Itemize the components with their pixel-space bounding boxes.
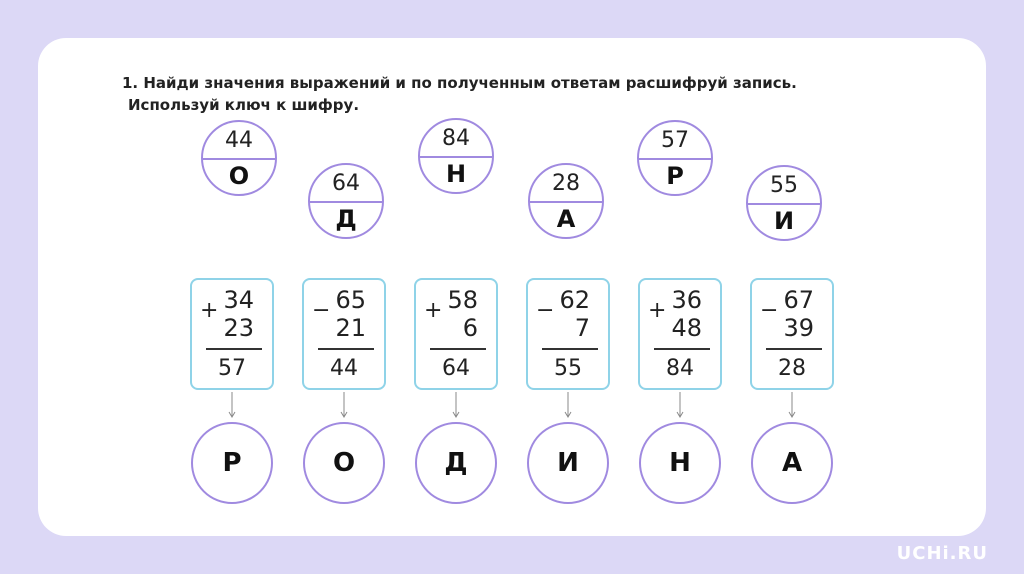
problem-box-2: [302, 278, 386, 390]
operand-a: 58: [447, 286, 478, 314]
sum-line: [430, 348, 486, 350]
sum-line: [542, 348, 598, 350]
key-circle-i: [746, 165, 822, 241]
arrow-down-icon: [787, 392, 797, 420]
operand-b: 6: [462, 314, 478, 342]
key-divider: [420, 156, 492, 158]
key-value: 55: [770, 173, 798, 198]
operator: −: [760, 298, 779, 323]
result: 84: [666, 356, 694, 381]
arrow-down-icon: [227, 392, 237, 420]
uchi-logo: UCHi.RU: [896, 543, 988, 564]
operand-a: 34: [223, 286, 254, 314]
operator: −: [536, 298, 555, 323]
answer-circle-4: И: [527, 422, 609, 504]
key-letter: Р: [666, 162, 684, 190]
key-value: 57: [661, 128, 689, 153]
key-divider: [748, 203, 820, 205]
key-value: 84: [442, 126, 470, 151]
operand-b: 23: [223, 314, 254, 342]
answer-circle-3: Д: [415, 422, 497, 504]
result: 28: [778, 356, 806, 381]
answer-circle-2: О: [303, 422, 385, 504]
task-number: 1.: [122, 74, 139, 92]
key-circle-n: [418, 118, 494, 194]
arrow-down-icon: [563, 392, 573, 420]
key-letter: О: [228, 162, 250, 190]
key-circle-a: [528, 163, 604, 239]
sum-line: [766, 348, 822, 350]
answer-circle-1: Р: [191, 422, 273, 504]
key-value: 44: [225, 128, 253, 153]
operator: +: [648, 298, 667, 323]
key-value: 28: [552, 171, 580, 196]
task-instruction-2: Используй ключ к шифру.: [128, 96, 360, 114]
operand-a: 67: [783, 286, 814, 314]
key-circle-o: [201, 120, 277, 196]
problem-box-4: [526, 278, 610, 390]
key-divider: [203, 158, 275, 160]
key-letter: И: [773, 207, 795, 235]
operand-b: 48: [671, 314, 702, 342]
operand-a: 62: [559, 286, 590, 314]
problem-box-1: [190, 278, 274, 390]
sum-line: [318, 348, 374, 350]
key-circle-r: [637, 120, 713, 196]
key-value: 64: [332, 171, 360, 196]
result: 55: [554, 356, 582, 381]
operator: +: [200, 298, 219, 323]
key-letter: Н: [445, 160, 467, 188]
sum-line: [654, 348, 710, 350]
result: 57: [218, 356, 246, 381]
operator: −: [312, 298, 331, 323]
result: 64: [442, 356, 470, 381]
operand-b: 21: [335, 314, 366, 342]
result: 44: [330, 356, 358, 381]
arrow-down-icon: [339, 392, 349, 420]
sum-line: [206, 348, 262, 350]
key-letter: А: [556, 205, 576, 233]
operand-b: 39: [783, 314, 814, 342]
problem-box-5: [638, 278, 722, 390]
answer-circle-5: Н: [639, 422, 721, 504]
operator: +: [424, 298, 443, 323]
task-text: [122, 72, 888, 116]
key-circle-d: [308, 163, 384, 239]
key-divider: [530, 201, 602, 203]
problem-box-6: [750, 278, 834, 390]
arrow-down-icon: [451, 392, 461, 420]
operand-b: 7: [574, 314, 590, 342]
arrow-down-icon: [675, 392, 685, 420]
problem-box-3: [414, 278, 498, 390]
answer-circle-6: А: [751, 422, 833, 504]
task-instruction: Найди значения выражений и по полученным ответам расшифруй запись.: [143, 74, 797, 92]
key-divider: [310, 201, 382, 203]
operand-a: 36: [671, 286, 702, 314]
operand-a: 65: [335, 286, 366, 314]
key-letter: Д: [335, 205, 357, 233]
key-divider: [639, 158, 711, 160]
